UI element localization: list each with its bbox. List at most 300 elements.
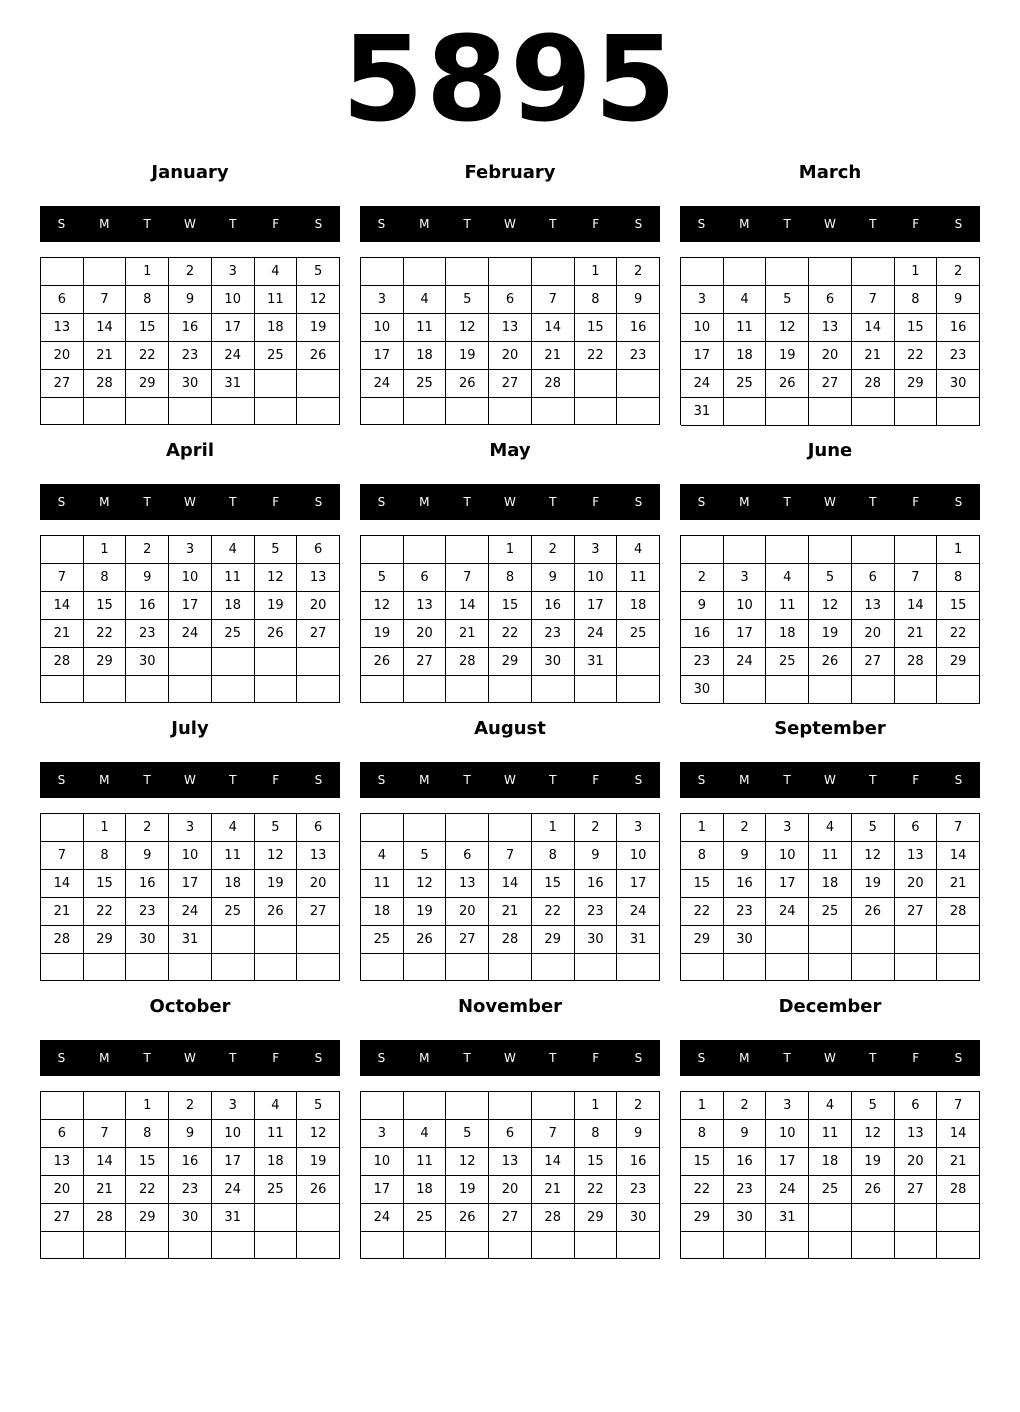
- empty-cell: [489, 1232, 532, 1259]
- day-cell: 28: [895, 648, 938, 676]
- day-cell: 30: [617, 1204, 660, 1232]
- day-cell: 27: [297, 620, 340, 648]
- day-cell: 23: [681, 648, 724, 676]
- weekday-label: T: [229, 217, 237, 231]
- weekday-label: F: [912, 773, 920, 787]
- day-cell: 22: [126, 342, 169, 370]
- day-cell: 17: [724, 620, 767, 648]
- day-cell: 24: [169, 898, 212, 926]
- day-cell: 20: [41, 342, 84, 370]
- day-cell: 3: [169, 814, 212, 842]
- empty-cell: [617, 648, 660, 676]
- day-cell: 4: [724, 286, 767, 314]
- weekday-header: [680, 1040, 980, 1076]
- day-cell: 3: [766, 1092, 809, 1120]
- day-cell: 19: [446, 342, 489, 370]
- day-cell: 28: [84, 1204, 127, 1232]
- empty-cell: [297, 648, 340, 676]
- day-cell: 6: [446, 842, 489, 870]
- empty-cell: [297, 370, 340, 398]
- day-cell: 23: [724, 898, 767, 926]
- empty-cell: [446, 258, 489, 286]
- empty-cell: [169, 648, 212, 676]
- day-cell: 30: [937, 370, 980, 398]
- day-cell: 2: [169, 1092, 212, 1120]
- day-cell: 12: [361, 592, 404, 620]
- weekday-label: F: [272, 495, 280, 509]
- day-cell: 13: [895, 1120, 938, 1148]
- empty-cell: [937, 954, 980, 981]
- day-cell: 10: [212, 286, 255, 314]
- day-cell: 30: [532, 648, 575, 676]
- day-cell: 23: [169, 1176, 212, 1204]
- month-name: September: [774, 718, 886, 739]
- empty-cell: [84, 258, 127, 286]
- empty-cell: [404, 1232, 447, 1259]
- weekday-label: W: [184, 773, 196, 787]
- day-cell: 28: [852, 370, 895, 398]
- weekday-label: M: [739, 495, 750, 509]
- empty-cell: [84, 1092, 127, 1120]
- weekday-header: [680, 484, 980, 520]
- day-cell: 15: [575, 314, 618, 342]
- day-cell: 18: [617, 592, 660, 620]
- day-cell: 1: [126, 1092, 169, 1120]
- empty-cell: [532, 954, 575, 981]
- day-cell: 3: [361, 1120, 404, 1148]
- day-grid: [360, 1091, 660, 1259]
- weekday-label: S: [954, 217, 963, 231]
- weekday-label: T: [869, 217, 877, 231]
- day-cell: 12: [404, 870, 447, 898]
- empty-cell: [41, 536, 84, 564]
- day-cell: 9: [169, 286, 212, 314]
- empty-cell: [489, 258, 532, 286]
- empty-cell: [255, 1204, 298, 1232]
- weekday-label: M: [739, 1051, 750, 1065]
- day-cell: 2: [724, 1092, 767, 1120]
- day-cell: 30: [126, 926, 169, 954]
- day-cell: 13: [297, 842, 340, 870]
- day-cell: 30: [126, 648, 169, 676]
- empty-cell: [404, 954, 447, 981]
- day-cell: 12: [852, 1120, 895, 1148]
- day-cell: 15: [895, 314, 938, 342]
- day-cell: 1: [681, 814, 724, 842]
- empty-cell: [361, 1092, 404, 1120]
- weekday-label: M: [99, 217, 110, 231]
- day-cell: 28: [41, 926, 84, 954]
- weekday-label: W: [184, 217, 196, 231]
- weekday-label: S: [377, 217, 386, 231]
- empty-cell: [895, 536, 938, 564]
- day-cell: 3: [575, 536, 618, 564]
- day-cell: 1: [532, 814, 575, 842]
- day-cell: 17: [617, 870, 660, 898]
- weekday-label: T: [549, 773, 557, 787]
- empty-cell: [895, 1232, 938, 1259]
- empty-cell: [617, 1232, 660, 1259]
- weekday-label: S: [634, 1051, 643, 1065]
- day-cell: 28: [532, 370, 575, 398]
- day-cell: 13: [297, 564, 340, 592]
- empty-cell: [809, 536, 852, 564]
- empty-cell: [297, 1204, 340, 1232]
- weekday-label: S: [377, 1051, 386, 1065]
- day-cell: 10: [724, 592, 767, 620]
- empty-cell: [255, 648, 298, 676]
- day-cell: 7: [532, 1120, 575, 1148]
- day-cell: 4: [404, 286, 447, 314]
- day-cell: 21: [532, 1176, 575, 1204]
- empty-cell: [852, 1204, 895, 1232]
- day-cell: 29: [84, 648, 127, 676]
- weekday-label: F: [592, 1051, 600, 1065]
- month-name: May: [489, 440, 531, 461]
- day-cell: 20: [297, 870, 340, 898]
- empty-cell: [617, 398, 660, 425]
- day-cell: 26: [446, 1204, 489, 1232]
- weekday-label: M: [99, 773, 110, 787]
- weekday-label: F: [592, 217, 600, 231]
- day-cell: 29: [126, 1204, 169, 1232]
- empty-cell: [212, 1232, 255, 1259]
- day-cell: 22: [681, 1176, 724, 1204]
- day-cell: 16: [937, 314, 980, 342]
- day-cell: 2: [169, 258, 212, 286]
- weekday-label: W: [504, 217, 516, 231]
- empty-cell: [41, 1092, 84, 1120]
- day-cell: 5: [255, 536, 298, 564]
- empty-cell: [532, 258, 575, 286]
- day-cell: 5: [297, 1092, 340, 1120]
- day-cell: 25: [361, 926, 404, 954]
- empty-cell: [681, 258, 724, 286]
- day-cell: 25: [809, 898, 852, 926]
- weekday-label: F: [912, 1051, 920, 1065]
- weekday-label: T: [463, 773, 471, 787]
- empty-cell: [809, 676, 852, 704]
- day-cell: 27: [404, 648, 447, 676]
- day-cell: 19: [297, 1148, 340, 1176]
- day-cell: 23: [724, 1176, 767, 1204]
- empty-cell: [41, 676, 84, 703]
- day-grid: [40, 257, 340, 425]
- day-cell: 9: [681, 592, 724, 620]
- month-name: December: [778, 996, 882, 1017]
- empty-cell: [255, 1232, 298, 1259]
- day-grid: [360, 535, 660, 703]
- weekday-label: S: [954, 773, 963, 787]
- day-cell: 20: [489, 342, 532, 370]
- empty-cell: [404, 536, 447, 564]
- weekday-label: W: [504, 1051, 516, 1065]
- weekday-label: T: [463, 495, 471, 509]
- day-cell: 3: [724, 564, 767, 592]
- day-cell: 7: [895, 564, 938, 592]
- day-cell: 6: [297, 536, 340, 564]
- day-cell: 8: [575, 286, 618, 314]
- day-cell: 26: [766, 370, 809, 398]
- empty-cell: [895, 1204, 938, 1232]
- day-cell: 27: [895, 898, 938, 926]
- empty-cell: [809, 1204, 852, 1232]
- weekday-label: F: [272, 773, 280, 787]
- day-cell: 24: [212, 342, 255, 370]
- empty-cell: [724, 676, 767, 704]
- day-cell: 25: [255, 342, 298, 370]
- day-cell: 19: [446, 1176, 489, 1204]
- day-cell: 19: [255, 592, 298, 620]
- day-cell: 7: [41, 564, 84, 592]
- weekday-label: T: [143, 495, 151, 509]
- day-cell: 26: [297, 1176, 340, 1204]
- day-cell: 18: [255, 314, 298, 342]
- day-cell: 27: [895, 1176, 938, 1204]
- day-cell: 5: [809, 564, 852, 592]
- day-cell: 18: [255, 1148, 298, 1176]
- day-cell: 6: [809, 286, 852, 314]
- empty-cell: [766, 954, 809, 981]
- day-cell: 6: [489, 286, 532, 314]
- empty-cell: [852, 954, 895, 981]
- day-cell: 28: [937, 1176, 980, 1204]
- day-cell: 31: [212, 1204, 255, 1232]
- day-cell: 21: [489, 898, 532, 926]
- empty-cell: [895, 954, 938, 981]
- empty-cell: [489, 954, 532, 981]
- day-grid: [40, 535, 340, 703]
- weekday-header: [40, 206, 340, 242]
- empty-cell: [41, 398, 84, 425]
- day-cell: 17: [169, 592, 212, 620]
- weekday-label: W: [184, 495, 196, 509]
- day-cell: 13: [489, 314, 532, 342]
- day-cell: 28: [446, 648, 489, 676]
- day-cell: 21: [937, 1148, 980, 1176]
- day-cell: 13: [41, 314, 84, 342]
- day-cell: 14: [937, 1120, 980, 1148]
- empty-cell: [766, 398, 809, 426]
- day-cell: 10: [575, 564, 618, 592]
- day-cell: 18: [766, 620, 809, 648]
- weekday-label: M: [419, 495, 430, 509]
- weekday-label: S: [57, 495, 66, 509]
- day-cell: 23: [126, 620, 169, 648]
- day-cell: 6: [297, 814, 340, 842]
- day-cell: 24: [681, 370, 724, 398]
- weekday-label: W: [824, 773, 836, 787]
- day-cell: 19: [361, 620, 404, 648]
- day-cell: 3: [169, 536, 212, 564]
- day-cell: 7: [489, 842, 532, 870]
- empty-cell: [809, 258, 852, 286]
- day-cell: 4: [361, 842, 404, 870]
- day-cell: 9: [126, 564, 169, 592]
- weekday-label: W: [504, 495, 516, 509]
- empty-cell: [41, 1232, 84, 1259]
- day-cell: 28: [937, 898, 980, 926]
- day-cell: 22: [575, 1176, 618, 1204]
- weekday-label: M: [419, 773, 430, 787]
- day-cell: 8: [575, 1120, 618, 1148]
- day-cell: 11: [809, 1120, 852, 1148]
- empty-cell: [446, 536, 489, 564]
- day-cell: 26: [852, 898, 895, 926]
- day-cell: 1: [126, 258, 169, 286]
- day-cell: 24: [361, 370, 404, 398]
- day-cell: 2: [126, 814, 169, 842]
- day-cell: 13: [809, 314, 852, 342]
- day-cell: 4: [617, 536, 660, 564]
- day-cell: 31: [617, 926, 660, 954]
- day-cell: 10: [169, 564, 212, 592]
- day-cell: 21: [446, 620, 489, 648]
- empty-cell: [446, 1092, 489, 1120]
- empty-cell: [361, 536, 404, 564]
- weekday-label: M: [419, 1051, 430, 1065]
- weekday-header: [360, 1040, 660, 1076]
- empty-cell: [489, 398, 532, 425]
- weekday-label: T: [783, 1051, 791, 1065]
- empty-cell: [297, 954, 340, 981]
- day-grid: [360, 257, 660, 425]
- day-cell: 14: [532, 1148, 575, 1176]
- empty-cell: [404, 1092, 447, 1120]
- day-cell: 28: [41, 648, 84, 676]
- empty-cell: [255, 926, 298, 954]
- day-cell: 18: [212, 592, 255, 620]
- day-cell: 8: [681, 842, 724, 870]
- day-cell: 7: [937, 1092, 980, 1120]
- day-cell: 27: [809, 370, 852, 398]
- day-cell: 4: [404, 1120, 447, 1148]
- weekday-label: F: [912, 495, 920, 509]
- day-cell: 28: [532, 1204, 575, 1232]
- weekday-label: S: [314, 217, 323, 231]
- day-cell: 15: [937, 592, 980, 620]
- day-cell: 9: [937, 286, 980, 314]
- empty-cell: [575, 1232, 618, 1259]
- empty-cell: [297, 1232, 340, 1259]
- day-cell: 27: [446, 926, 489, 954]
- day-cell: 8: [126, 1120, 169, 1148]
- empty-cell: [724, 1232, 767, 1259]
- day-cell: 14: [41, 592, 84, 620]
- day-cell: 2: [681, 564, 724, 592]
- empty-cell: [361, 954, 404, 981]
- empty-cell: [681, 536, 724, 564]
- day-cell: 25: [255, 1176, 298, 1204]
- day-cell: 14: [937, 842, 980, 870]
- day-cell: 22: [895, 342, 938, 370]
- empty-cell: [361, 676, 404, 703]
- day-cell: 20: [489, 1176, 532, 1204]
- weekday-label: T: [229, 495, 237, 509]
- day-cell: 10: [169, 842, 212, 870]
- weekday-label: M: [99, 495, 110, 509]
- day-cell: 15: [126, 314, 169, 342]
- weekday-label: S: [314, 1051, 323, 1065]
- day-cell: 24: [724, 648, 767, 676]
- empty-cell: [255, 398, 298, 425]
- weekday-label: S: [697, 495, 706, 509]
- day-cell: 22: [126, 1176, 169, 1204]
- day-cell: 24: [212, 1176, 255, 1204]
- day-cell: 14: [852, 314, 895, 342]
- day-cell: 26: [255, 620, 298, 648]
- weekday-label: T: [783, 495, 791, 509]
- day-cell: 5: [297, 258, 340, 286]
- empty-cell: [41, 814, 84, 842]
- day-cell: 11: [404, 314, 447, 342]
- day-cell: 14: [446, 592, 489, 620]
- day-cell: 11: [361, 870, 404, 898]
- weekday-label: W: [824, 1051, 836, 1065]
- day-cell: 9: [617, 286, 660, 314]
- day-cell: 29: [532, 926, 575, 954]
- empty-cell: [446, 954, 489, 981]
- day-cell: 10: [766, 1120, 809, 1148]
- weekday-label: T: [783, 217, 791, 231]
- day-cell: 16: [169, 1148, 212, 1176]
- day-cell: 5: [361, 564, 404, 592]
- weekday-label: T: [783, 773, 791, 787]
- weekday-label: F: [272, 217, 280, 231]
- weekday-label: T: [143, 773, 151, 787]
- day-cell: 1: [84, 814, 127, 842]
- day-cell: 18: [404, 1176, 447, 1204]
- weekday-header: [40, 484, 340, 520]
- weekday-header: [680, 762, 980, 798]
- weekday-label: S: [377, 773, 386, 787]
- day-cell: 26: [446, 370, 489, 398]
- weekday-label: S: [57, 1051, 66, 1065]
- day-cell: 31: [766, 1204, 809, 1232]
- day-cell: 16: [575, 870, 618, 898]
- day-cell: 8: [84, 564, 127, 592]
- empty-cell: [766, 1232, 809, 1259]
- day-cell: 4: [212, 536, 255, 564]
- empty-cell: [404, 258, 447, 286]
- weekday-label: T: [549, 217, 557, 231]
- day-cell: 17: [681, 342, 724, 370]
- month-name: July: [171, 718, 209, 739]
- day-cell: 17: [575, 592, 618, 620]
- day-cell: 1: [937, 536, 980, 564]
- month-name: August: [474, 718, 546, 739]
- day-cell: 1: [681, 1092, 724, 1120]
- weekday-label: T: [869, 495, 877, 509]
- empty-cell: [724, 954, 767, 981]
- day-cell: 4: [255, 258, 298, 286]
- day-cell: 20: [446, 898, 489, 926]
- day-cell: 18: [404, 342, 447, 370]
- weekday-label: T: [463, 217, 471, 231]
- day-cell: 1: [895, 258, 938, 286]
- day-cell: 19: [297, 314, 340, 342]
- weekday-label: W: [824, 217, 836, 231]
- empty-cell: [532, 676, 575, 703]
- empty-cell: [212, 954, 255, 981]
- month-name: March: [798, 162, 862, 183]
- weekday-label: M: [739, 773, 750, 787]
- day-cell: 27: [489, 370, 532, 398]
- day-cell: 30: [575, 926, 618, 954]
- year-title: 5895: [341, 10, 679, 148]
- empty-cell: [575, 676, 618, 703]
- day-cell: 13: [446, 870, 489, 898]
